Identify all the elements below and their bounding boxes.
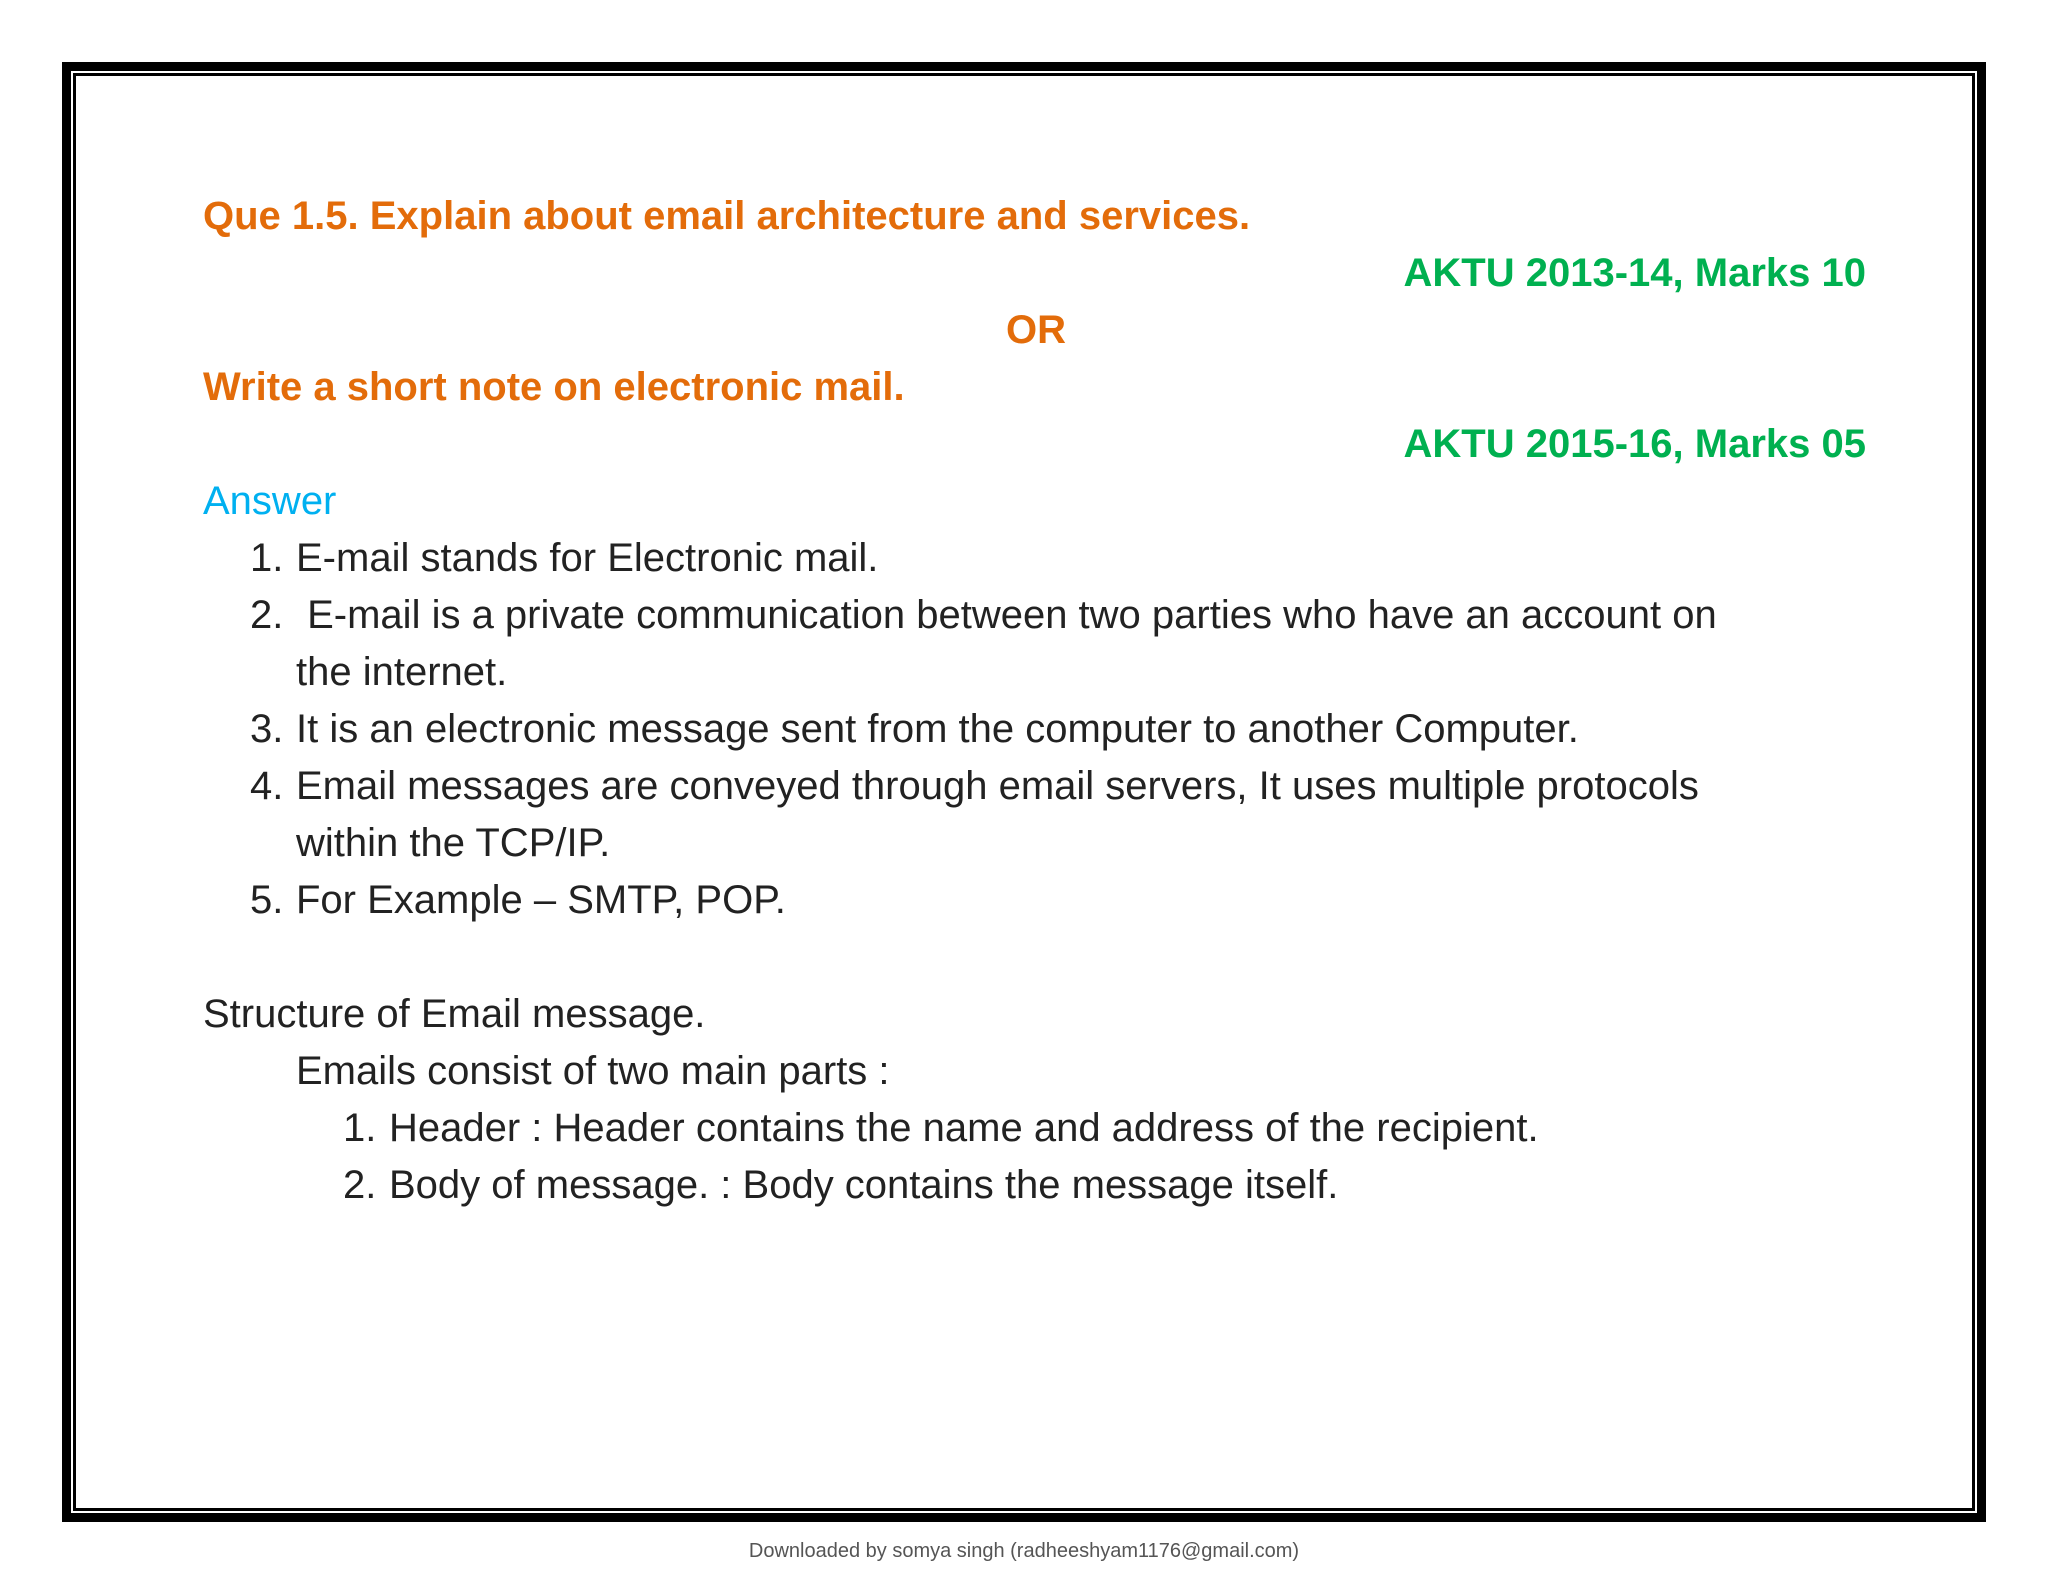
list-number: 1. xyxy=(343,1106,377,1150)
download-footer: Downloaded by somya singh (radheeshyam1176@gmail.com) xyxy=(748,1540,1300,1562)
list-continuation: the internet. xyxy=(296,650,508,694)
list-text: Header : Header contains the name and address of the recipient. xyxy=(389,1106,1539,1150)
list-continuation: within the TCP/IP. xyxy=(296,821,611,865)
list-item xyxy=(250,704,1579,754)
list-item xyxy=(343,1103,1539,1153)
list-text: It is an electronic message sent from the computer to another Computer. xyxy=(296,707,1579,751)
list-text: For Example – SMTP, POP. xyxy=(296,878,786,922)
list-text: E-mail is a private communication between two parties who have an account on xyxy=(296,593,1717,637)
list-item xyxy=(250,761,1699,811)
list-number: 5. xyxy=(250,878,284,922)
marks-2015: AKTU 2015-16, Marks 05 xyxy=(1403,422,1866,466)
list-number: 2. xyxy=(250,593,284,637)
list-text: Email messages are conveyed through email servers, It uses multiple protocols xyxy=(296,764,1699,808)
list-item xyxy=(250,875,786,925)
question-title: Que 1.5. Explain about email architecture and services. xyxy=(203,194,1251,238)
question-alt: Write a short note on electronic mail. xyxy=(203,365,905,409)
list-number: 3. xyxy=(250,707,284,751)
list-number: 4. xyxy=(250,764,284,808)
list-text: E-mail stands for Electronic mail. xyxy=(296,536,879,580)
answer-label: Answer xyxy=(203,479,337,523)
list-item xyxy=(343,1160,1338,1210)
list-item xyxy=(250,590,1717,640)
list-number: 2. xyxy=(343,1163,377,1207)
structure-intro: Emails consist of two main parts : xyxy=(296,1049,890,1093)
marks-2013: AKTU 2013-14, Marks 10 xyxy=(1403,251,1866,295)
structure-heading: Structure of Email message. xyxy=(203,992,706,1036)
list-text: Body of message. : Body contains the message itself. xyxy=(389,1163,1339,1207)
list-item xyxy=(250,533,878,583)
list-number: 1. xyxy=(250,536,284,580)
or-separator: OR xyxy=(1006,308,1066,352)
